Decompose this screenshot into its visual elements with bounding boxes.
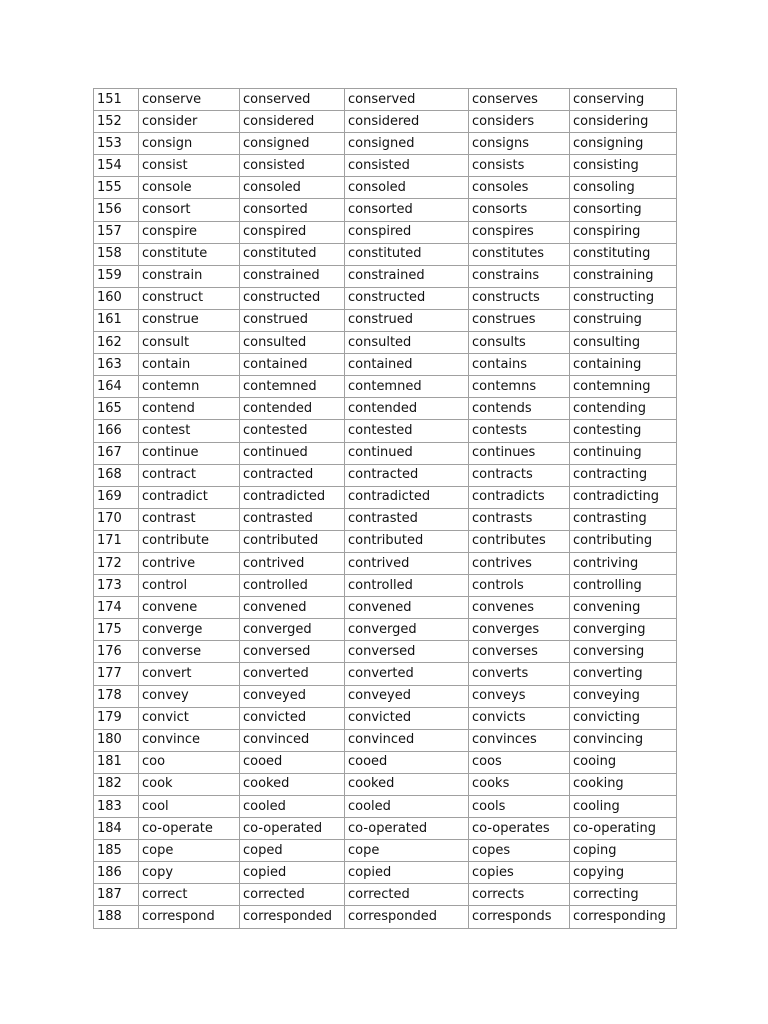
table-row bbox=[94, 751, 677, 773]
third-person-form-cell: co-operates bbox=[469, 818, 570, 840]
row-number-cell: 157 bbox=[94, 221, 139, 243]
third-person-form-cell: contributes bbox=[469, 530, 570, 552]
base-form-cell: conspire bbox=[139, 221, 240, 243]
past-form-cell: consisted bbox=[240, 155, 345, 177]
row-number-cell: 167 bbox=[94, 442, 139, 464]
table-row bbox=[94, 133, 677, 155]
past-participle-cell: contributed bbox=[345, 530, 469, 552]
past-form-cell: coped bbox=[240, 840, 345, 862]
third-person-form-cell: contends bbox=[469, 398, 570, 420]
row-number-cell: 176 bbox=[94, 641, 139, 663]
third-person-form-cell: converts bbox=[469, 663, 570, 685]
base-form-cell: contribute bbox=[139, 530, 240, 552]
base-form-cell: consider bbox=[139, 111, 240, 133]
past-form-cell: cooed bbox=[240, 751, 345, 773]
table-row bbox=[94, 552, 677, 574]
third-person-form-cell: consists bbox=[469, 155, 570, 177]
third-person-form-cell: conveys bbox=[469, 685, 570, 707]
row-number-cell: 168 bbox=[94, 464, 139, 486]
third-person-form-cell: construes bbox=[469, 309, 570, 331]
row-number-cell: 177 bbox=[94, 663, 139, 685]
past-participle-cell: conspired bbox=[345, 221, 469, 243]
present-participle-cell: conversing bbox=[570, 641, 677, 663]
table-row bbox=[94, 597, 677, 619]
base-form-cell: co-operate bbox=[139, 818, 240, 840]
past-form-cell: contended bbox=[240, 398, 345, 420]
past-participle-cell: co-operated bbox=[345, 818, 469, 840]
base-form-cell: construe bbox=[139, 309, 240, 331]
base-form-cell: converse bbox=[139, 641, 240, 663]
present-participle-cell: cooling bbox=[570, 796, 677, 818]
table-row bbox=[94, 729, 677, 751]
row-number-cell: 162 bbox=[94, 332, 139, 354]
past-participle-cell: contemned bbox=[345, 376, 469, 398]
past-participle-cell: cooled bbox=[345, 796, 469, 818]
past-form-cell: converged bbox=[240, 619, 345, 641]
table-row bbox=[94, 862, 677, 884]
present-participle-cell: consisting bbox=[570, 155, 677, 177]
past-form-cell: cooked bbox=[240, 773, 345, 795]
third-person-form-cell: contrasts bbox=[469, 508, 570, 530]
row-number-cell: 158 bbox=[94, 243, 139, 265]
third-person-form-cell: constitutes bbox=[469, 243, 570, 265]
table-row bbox=[94, 641, 677, 663]
row-number-cell: 161 bbox=[94, 309, 139, 331]
past-participle-cell: contested bbox=[345, 420, 469, 442]
table-row bbox=[94, 111, 677, 133]
row-number-cell: 184 bbox=[94, 818, 139, 840]
table-row bbox=[94, 818, 677, 840]
past-participle-cell: controlled bbox=[345, 575, 469, 597]
past-form-cell: contributed bbox=[240, 530, 345, 552]
third-person-form-cell: consoles bbox=[469, 177, 570, 199]
past-form-cell: contained bbox=[240, 354, 345, 376]
table-row bbox=[94, 464, 677, 486]
past-participle-cell: contracted bbox=[345, 464, 469, 486]
past-form-cell: converted bbox=[240, 663, 345, 685]
third-person-form-cell: converges bbox=[469, 619, 570, 641]
past-participle-cell: constructed bbox=[345, 287, 469, 309]
table-row bbox=[94, 309, 677, 331]
table-row bbox=[94, 243, 677, 265]
past-form-cell: considered bbox=[240, 111, 345, 133]
table-row bbox=[94, 906, 677, 928]
base-form-cell: continue bbox=[139, 442, 240, 464]
table-row bbox=[94, 155, 677, 177]
third-person-form-cell: conspires bbox=[469, 221, 570, 243]
base-form-cell: cook bbox=[139, 773, 240, 795]
base-form-cell: contest bbox=[139, 420, 240, 442]
table-row bbox=[94, 486, 677, 508]
row-number-cell: 156 bbox=[94, 199, 139, 221]
third-person-form-cell: controls bbox=[469, 575, 570, 597]
row-number-cell: 174 bbox=[94, 597, 139, 619]
base-form-cell: constrain bbox=[139, 265, 240, 287]
past-form-cell: conspired bbox=[240, 221, 345, 243]
past-participle-cell: cooked bbox=[345, 773, 469, 795]
third-person-form-cell: constructs bbox=[469, 287, 570, 309]
past-participle-cell: contrasted bbox=[345, 508, 469, 530]
present-participle-cell: continuing bbox=[570, 442, 677, 464]
present-participle-cell: contesting bbox=[570, 420, 677, 442]
past-participle-cell: contradicted bbox=[345, 486, 469, 508]
base-form-cell: correspond bbox=[139, 906, 240, 928]
past-form-cell: constrained bbox=[240, 265, 345, 287]
base-form-cell: control bbox=[139, 575, 240, 597]
past-form-cell: contested bbox=[240, 420, 345, 442]
past-form-cell: consoled bbox=[240, 177, 345, 199]
third-person-form-cell: converses bbox=[469, 641, 570, 663]
row-number-cell: 179 bbox=[94, 707, 139, 729]
table-row bbox=[94, 530, 677, 552]
third-person-form-cell: corrects bbox=[469, 884, 570, 906]
past-participle-cell: copied bbox=[345, 862, 469, 884]
table-row bbox=[94, 619, 677, 641]
present-participle-cell: consoling bbox=[570, 177, 677, 199]
present-participle-cell: controlling bbox=[570, 575, 677, 597]
row-number-cell: 165 bbox=[94, 398, 139, 420]
present-participle-cell: contracting bbox=[570, 464, 677, 486]
present-participle-cell: constraining bbox=[570, 265, 677, 287]
past-form-cell: contrived bbox=[240, 552, 345, 574]
base-form-cell: cope bbox=[139, 840, 240, 862]
table-row bbox=[94, 332, 677, 354]
table-row bbox=[94, 287, 677, 309]
past-form-cell: convinced bbox=[240, 729, 345, 751]
base-form-cell: conserve bbox=[139, 89, 240, 111]
row-number-cell: 164 bbox=[94, 376, 139, 398]
base-form-cell: construct bbox=[139, 287, 240, 309]
past-participle-cell: consorted bbox=[345, 199, 469, 221]
past-participle-cell: converged bbox=[345, 619, 469, 641]
present-participle-cell: correcting bbox=[570, 884, 677, 906]
row-number-cell: 186 bbox=[94, 862, 139, 884]
past-participle-cell: consigned bbox=[345, 133, 469, 155]
third-person-form-cell: contrives bbox=[469, 552, 570, 574]
row-number-cell: 152 bbox=[94, 111, 139, 133]
row-number-cell: 160 bbox=[94, 287, 139, 309]
base-form-cell: coo bbox=[139, 751, 240, 773]
third-person-form-cell: consults bbox=[469, 332, 570, 354]
past-participle-cell: constrained bbox=[345, 265, 469, 287]
table-row bbox=[94, 265, 677, 287]
row-number-cell: 178 bbox=[94, 685, 139, 707]
past-form-cell: convicted bbox=[240, 707, 345, 729]
base-form-cell: convey bbox=[139, 685, 240, 707]
present-participle-cell: contending bbox=[570, 398, 677, 420]
present-participle-cell: cooking bbox=[570, 773, 677, 795]
table-row bbox=[94, 773, 677, 795]
table-row bbox=[94, 884, 677, 906]
past-form-cell: consigned bbox=[240, 133, 345, 155]
present-participle-cell: contemning bbox=[570, 376, 677, 398]
third-person-form-cell: consorts bbox=[469, 199, 570, 221]
past-participle-cell: construed bbox=[345, 309, 469, 331]
present-participle-cell: contrasting bbox=[570, 508, 677, 530]
past-participle-cell: constituted bbox=[345, 243, 469, 265]
present-participle-cell: contributing bbox=[570, 530, 677, 552]
base-form-cell: convene bbox=[139, 597, 240, 619]
base-form-cell: converge bbox=[139, 619, 240, 641]
past-form-cell: copied bbox=[240, 862, 345, 884]
past-participle-cell: convened bbox=[345, 597, 469, 619]
base-form-cell: contend bbox=[139, 398, 240, 420]
past-form-cell: co-operated bbox=[240, 818, 345, 840]
past-form-cell: constituted bbox=[240, 243, 345, 265]
table-row bbox=[94, 508, 677, 530]
verb-table-body bbox=[94, 89, 677, 929]
table-row bbox=[94, 707, 677, 729]
past-form-cell: contracted bbox=[240, 464, 345, 486]
third-person-form-cell: contracts bbox=[469, 464, 570, 486]
past-form-cell: conveyed bbox=[240, 685, 345, 707]
present-participle-cell: conspiring bbox=[570, 221, 677, 243]
present-participle-cell: conserving bbox=[570, 89, 677, 111]
third-person-form-cell: contains bbox=[469, 354, 570, 376]
present-participle-cell: consulting bbox=[570, 332, 677, 354]
past-form-cell: controlled bbox=[240, 575, 345, 597]
present-participle-cell: contradicting bbox=[570, 486, 677, 508]
past-participle-cell: cope bbox=[345, 840, 469, 862]
present-participle-cell: containing bbox=[570, 354, 677, 376]
third-person-form-cell: constrains bbox=[469, 265, 570, 287]
table-row bbox=[94, 663, 677, 685]
table-row bbox=[94, 199, 677, 221]
present-participle-cell: contriving bbox=[570, 552, 677, 574]
present-participle-cell: conveying bbox=[570, 685, 677, 707]
row-number-cell: 154 bbox=[94, 155, 139, 177]
past-participle-cell: consulted bbox=[345, 332, 469, 354]
present-participle-cell: convening bbox=[570, 597, 677, 619]
table-row bbox=[94, 420, 677, 442]
present-participle-cell: constituting bbox=[570, 243, 677, 265]
past-participle-cell: contained bbox=[345, 354, 469, 376]
third-person-form-cell: contradicts bbox=[469, 486, 570, 508]
row-number-cell: 188 bbox=[94, 906, 139, 928]
present-participle-cell: converging bbox=[570, 619, 677, 641]
past-participle-cell: considered bbox=[345, 111, 469, 133]
past-form-cell: continued bbox=[240, 442, 345, 464]
base-form-cell: correct bbox=[139, 884, 240, 906]
past-form-cell: convened bbox=[240, 597, 345, 619]
past-form-cell: conversed bbox=[240, 641, 345, 663]
row-number-cell: 151 bbox=[94, 89, 139, 111]
base-form-cell: cool bbox=[139, 796, 240, 818]
table-row bbox=[94, 354, 677, 376]
past-form-cell: contrasted bbox=[240, 508, 345, 530]
third-person-form-cell: cools bbox=[469, 796, 570, 818]
base-form-cell: contrive bbox=[139, 552, 240, 574]
past-participle-cell: converted bbox=[345, 663, 469, 685]
present-participle-cell: constructing bbox=[570, 287, 677, 309]
past-form-cell: cooled bbox=[240, 796, 345, 818]
present-participle-cell: considering bbox=[570, 111, 677, 133]
row-number-cell: 153 bbox=[94, 133, 139, 155]
past-form-cell: constructed bbox=[240, 287, 345, 309]
past-form-cell: corrected bbox=[240, 884, 345, 906]
third-person-form-cell: convinces bbox=[469, 729, 570, 751]
third-person-form-cell: convicts bbox=[469, 707, 570, 729]
third-person-form-cell: continues bbox=[469, 442, 570, 464]
row-number-cell: 166 bbox=[94, 420, 139, 442]
base-form-cell: contrast bbox=[139, 508, 240, 530]
base-form-cell: console bbox=[139, 177, 240, 199]
past-participle-cell: corrected bbox=[345, 884, 469, 906]
past-form-cell: consorted bbox=[240, 199, 345, 221]
past-participle-cell: convicted bbox=[345, 707, 469, 729]
row-number-cell: 173 bbox=[94, 575, 139, 597]
base-form-cell: consign bbox=[139, 133, 240, 155]
past-form-cell: construed bbox=[240, 309, 345, 331]
third-person-form-cell: coos bbox=[469, 751, 570, 773]
row-number-cell: 181 bbox=[94, 751, 139, 773]
past-form-cell: corresponded bbox=[240, 906, 345, 928]
present-participle-cell: corresponding bbox=[570, 906, 677, 928]
base-form-cell: convict bbox=[139, 707, 240, 729]
verb-forms-table bbox=[93, 88, 677, 929]
third-person-form-cell: corresponds bbox=[469, 906, 570, 928]
row-number-cell: 159 bbox=[94, 265, 139, 287]
third-person-form-cell: copies bbox=[469, 862, 570, 884]
third-person-form-cell: contests bbox=[469, 420, 570, 442]
past-participle-cell: cooed bbox=[345, 751, 469, 773]
table-row bbox=[94, 796, 677, 818]
row-number-cell: 187 bbox=[94, 884, 139, 906]
row-number-cell: 163 bbox=[94, 354, 139, 376]
present-participle-cell: construing bbox=[570, 309, 677, 331]
table-row bbox=[94, 442, 677, 464]
third-person-form-cell: consigns bbox=[469, 133, 570, 155]
third-person-form-cell: contemns bbox=[469, 376, 570, 398]
past-participle-cell: consisted bbox=[345, 155, 469, 177]
past-participle-cell: conserved bbox=[345, 89, 469, 111]
row-number-cell: 182 bbox=[94, 773, 139, 795]
present-participle-cell: converting bbox=[570, 663, 677, 685]
past-participle-cell: continued bbox=[345, 442, 469, 464]
row-number-cell: 185 bbox=[94, 840, 139, 862]
row-number-cell: 171 bbox=[94, 530, 139, 552]
base-form-cell: consort bbox=[139, 199, 240, 221]
base-form-cell: contemn bbox=[139, 376, 240, 398]
row-number-cell: 172 bbox=[94, 552, 139, 574]
past-participle-cell: consoled bbox=[345, 177, 469, 199]
base-form-cell: contain bbox=[139, 354, 240, 376]
past-participle-cell: contrived bbox=[345, 552, 469, 574]
base-form-cell: consult bbox=[139, 332, 240, 354]
base-form-cell: contradict bbox=[139, 486, 240, 508]
third-person-form-cell: cooks bbox=[469, 773, 570, 795]
past-participle-cell: conveyed bbox=[345, 685, 469, 707]
third-person-form-cell: copes bbox=[469, 840, 570, 862]
past-participle-cell: corresponded bbox=[345, 906, 469, 928]
base-form-cell: contract bbox=[139, 464, 240, 486]
base-form-cell: consist bbox=[139, 155, 240, 177]
present-participle-cell: consigning bbox=[570, 133, 677, 155]
past-form-cell: conserved bbox=[240, 89, 345, 111]
row-number-cell: 169 bbox=[94, 486, 139, 508]
past-form-cell: contemned bbox=[240, 376, 345, 398]
present-participle-cell: convincing bbox=[570, 729, 677, 751]
row-number-cell: 170 bbox=[94, 508, 139, 530]
table-row bbox=[94, 575, 677, 597]
past-participle-cell: contended bbox=[345, 398, 469, 420]
base-form-cell: convince bbox=[139, 729, 240, 751]
base-form-cell: constitute bbox=[139, 243, 240, 265]
past-form-cell: contradicted bbox=[240, 486, 345, 508]
present-participle-cell: convicting bbox=[570, 707, 677, 729]
present-participle-cell: consorting bbox=[570, 199, 677, 221]
present-participle-cell: copying bbox=[570, 862, 677, 884]
third-person-form-cell: considers bbox=[469, 111, 570, 133]
past-form-cell: consulted bbox=[240, 332, 345, 354]
present-participle-cell: co-operating bbox=[570, 818, 677, 840]
row-number-cell: 180 bbox=[94, 729, 139, 751]
table-row bbox=[94, 376, 677, 398]
table-row bbox=[94, 840, 677, 862]
past-participle-cell: conversed bbox=[345, 641, 469, 663]
table-row bbox=[94, 89, 677, 111]
table-row bbox=[94, 685, 677, 707]
base-form-cell: convert bbox=[139, 663, 240, 685]
past-participle-cell: convinced bbox=[345, 729, 469, 751]
third-person-form-cell: convenes bbox=[469, 597, 570, 619]
present-participle-cell: cooing bbox=[570, 751, 677, 773]
row-number-cell: 155 bbox=[94, 177, 139, 199]
table-row bbox=[94, 221, 677, 243]
table-row bbox=[94, 398, 677, 420]
present-participle-cell: coping bbox=[570, 840, 677, 862]
third-person-form-cell: conserves bbox=[469, 89, 570, 111]
base-form-cell: copy bbox=[139, 862, 240, 884]
table-row bbox=[94, 177, 677, 199]
row-number-cell: 183 bbox=[94, 796, 139, 818]
row-number-cell: 175 bbox=[94, 619, 139, 641]
